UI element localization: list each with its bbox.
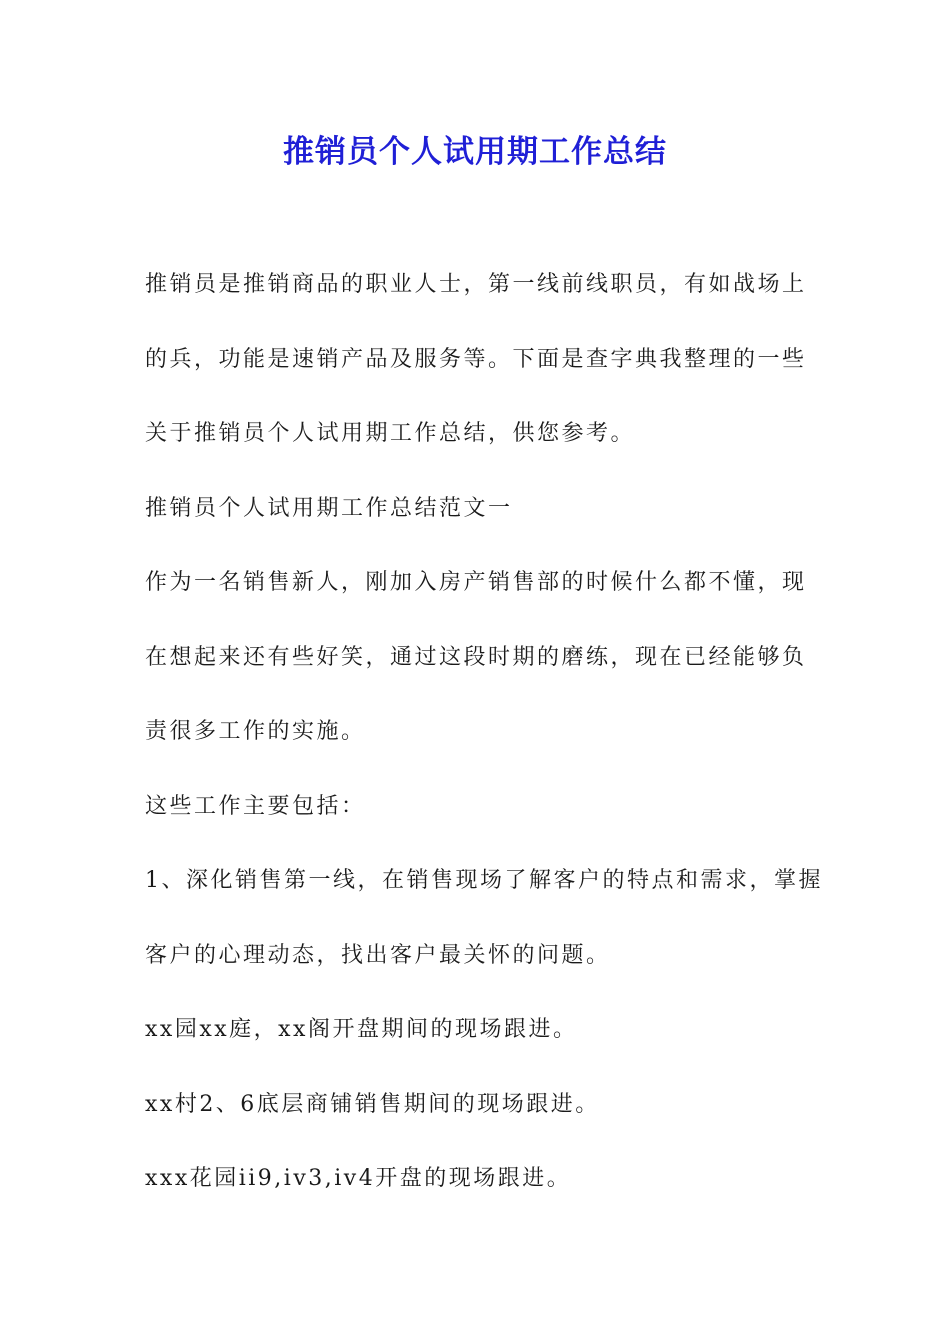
paragraph-line-6: 在想起来还有些好笑，通过这段时期的磨练，现在已经能够负 (145, 645, 807, 670)
list-item-1-line-1: 1、深化销售第一线，在销售现场了解客户的特点和需求，掌握 (145, 868, 823, 893)
paragraph-line-5: 作为一名销售新人，刚加入房产销售部的时候什么都不懂，现 (145, 570, 807, 595)
section-heading: 推销员个人试用期工作总结范文一 (145, 496, 513, 521)
list-item-1-line-2: 客户的心理动态，找出客户最关怀的问题。 (145, 943, 611, 968)
paragraph-line-3: 关于推销员个人试用期工作总结，供您参考。 (145, 421, 636, 446)
paragraph-line-7: 责很多工作的实施。 (145, 719, 366, 744)
list-subitem-2: xx村2、6底层商铺销售期间的现场跟进。 (145, 1092, 600, 1117)
paragraph-line-2: 的兵，功能是速销产品及服务等。下面是查字典我整理的一些 (145, 347, 807, 372)
list-subitem-1: xx园xx庭，xx阁开盘期间的现场跟进。 (145, 1017, 578, 1042)
list-subitem-3: xxx花园ii9,iv3,iv4开盘的现场跟进。 (145, 1166, 572, 1191)
document-title: 推销员个人试用期工作总结 (283, 134, 667, 170)
paragraph-line-1: 推销员是推销商品的职业人士，第一线前线职员，有如战场上 (145, 272, 807, 297)
paragraph-line-8: 这些工作主要包括： (145, 794, 366, 819)
